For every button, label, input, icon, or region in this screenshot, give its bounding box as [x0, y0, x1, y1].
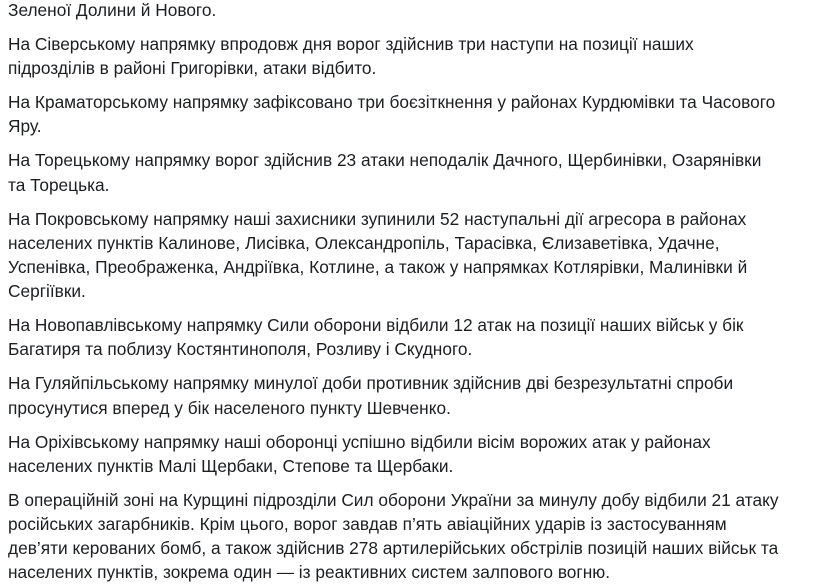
paragraph-novopavlivka-direction: На Новопавлівському напрямку Сили оборони відбили 12 атак на позиції наших військ у бік Багатиря та поблизу Костянтинополя, Розливу і Скудного. [8, 315, 744, 360]
paragraph-continuation: Зеленої Долини й Нового. [8, 0, 217, 20]
paragraph-kramatorsk-direction: На Краматорському напрямку зафіксовано три боєзіткнення у районах Курдюмівки та Часового Яру. [8, 92, 776, 137]
paragraph-toretsk-direction: На Торецькому напрямку ворог здійснив 23 атаки неподалік Дачного, Щербинівки, Озарянівки та Торецька. [8, 150, 762, 195]
post-body [8, 0, 811, 585]
paragraph-kursk-operational-zone: В операційній зоні на Курщині підрозділи Сил оборони України за минулу добу відбили 21 атаку російських загарбників. Крім цього, ворог завдав п’ять авіаційних ударів із застосуванням дев’яти керованих бомб, а також здійснив 278 артилерійських обстрілів позицій наших військ та населених пунктів, зокрема один — із реактивних систем залпового вогню. [8, 489, 779, 583]
paragraph-huliaipole-direction: На Гуляйпільському напрямку минулої доби противник здійснив дві безрезультатні спроби просунутися вперед у бік населеного пункту Шевченко. [8, 373, 734, 418]
paragraph-siversk-direction: На Сіверському напрямку впродовж дня ворог здійснив три наступи на позиції наших підрозділів в районі Григорівки, атаки відбито. [8, 34, 694, 79]
paragraph-orikhiv-direction: На Оріхівському напрямку наші оборонці успішно відбили вісім ворожих атак у районах населених пунктів Малі Щербаки, Степове та Щербаки. [8, 431, 711, 476]
paragraph-pokrovsk-direction: На Покровському напрямку наші захисники зупинили 52 наступальні дії агресора в районах населених пунктів Калинове, Лисівка, Олександропіль, Тарасівка, Єлизаветівка, Удачне, Успенівка, Преображенка, Андріївка, Котлине, а також у напрямках Котлярівки, Малинівки й Сергіївки. [8, 208, 748, 302]
